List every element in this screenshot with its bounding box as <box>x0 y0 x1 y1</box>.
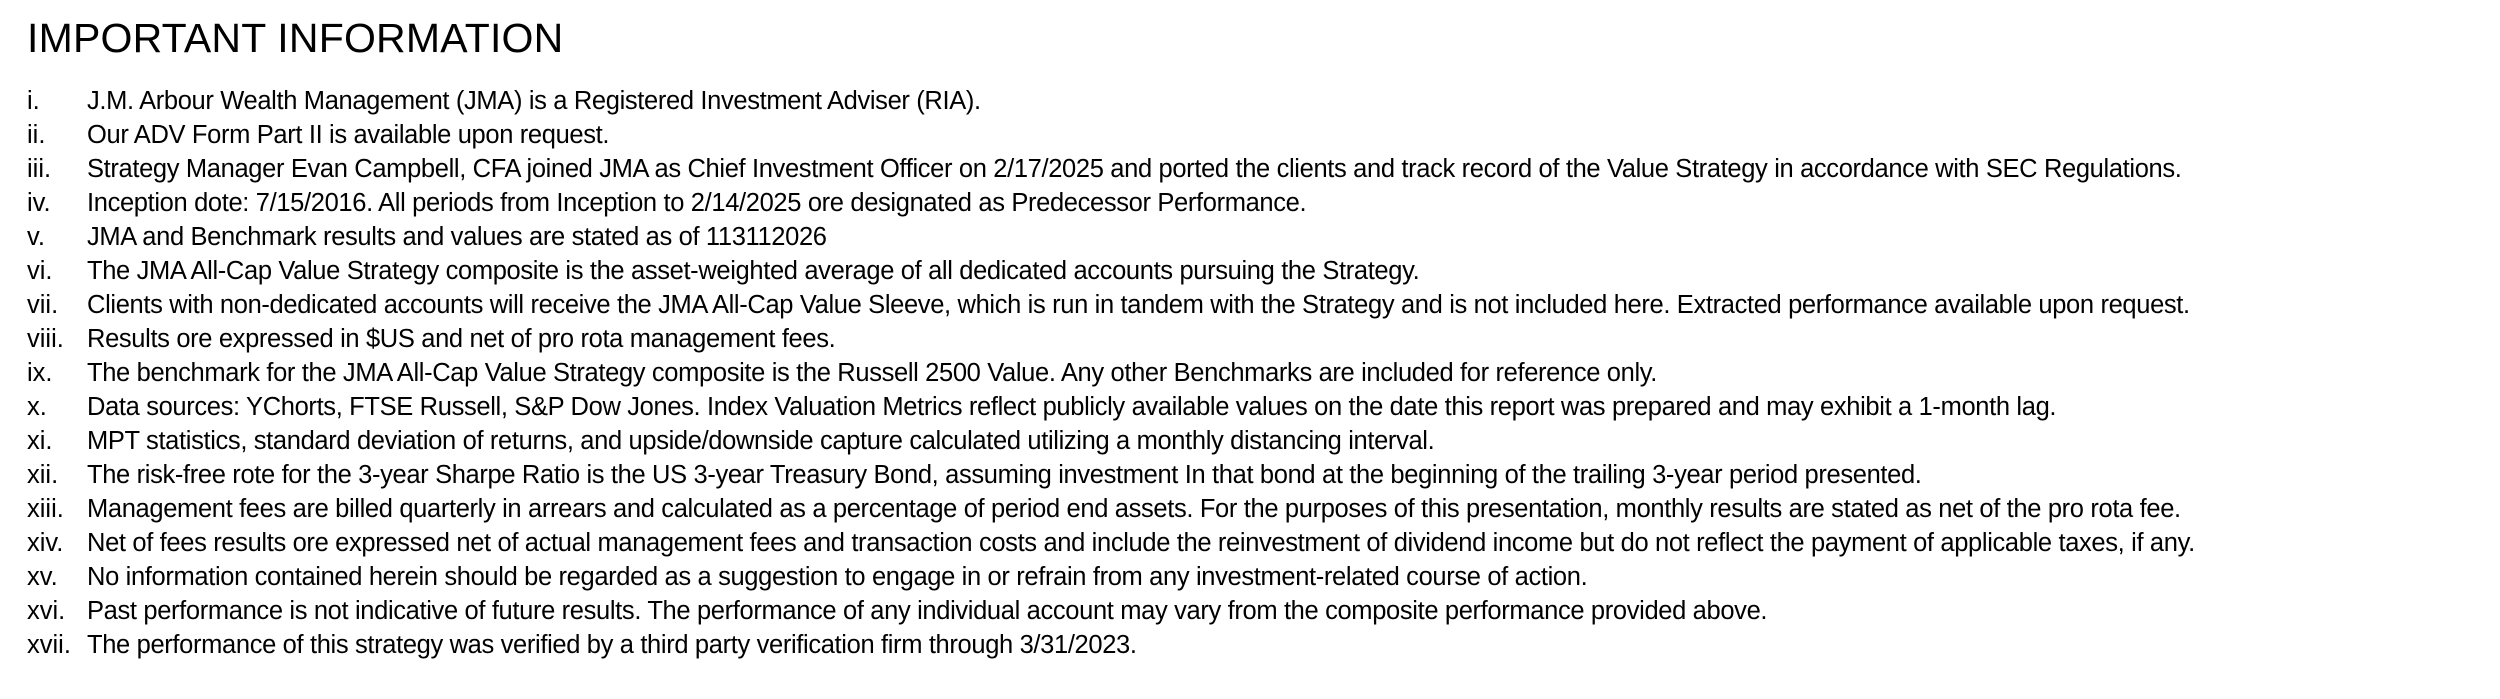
item-text: Past performance is not indicative of future results. The performance of any individual account may vary from the composite performance provided above. <box>87 597 1768 625</box>
item-numeral: xvi. <box>27 597 66 625</box>
disclosure-item <box>27 492 2487 526</box>
item-text: MPT statistics, standard deviation of returns, and upside/downside capture calculated utilizing a monthly distancing interval. <box>87 427 1435 455</box>
disclosure-item <box>27 594 2487 628</box>
disclosure-item <box>27 118 2487 152</box>
item-numeral: iv. <box>27 189 51 217</box>
item-text: Results ore expressed in $US and net of pro rota management fees. <box>87 325 836 353</box>
item-text: Inception dote: 7/15/2016. All periods from Inception to 2/14/2025 ore designated as Predecessor Performance. <box>87 189 1307 217</box>
disclosure-item <box>27 254 2487 288</box>
item-text: J.M. Arbour Wealth Management (JMA) is a Registered Investment Adviser (RIA). <box>87 87 981 115</box>
item-numeral: ix. <box>27 359 53 387</box>
item-numeral: vi. <box>27 257 53 285</box>
item-numeral: viii. <box>27 325 64 353</box>
item-numeral: v. <box>27 223 45 251</box>
item-text: Strategy Manager Evan Campbell, CFA joined JMA as Chief Investment Officer on 2/17/2025 and ported the clients and track record of the Value Strategy in accordance with SEC Regulations. <box>87 155 2182 183</box>
disclosure-item <box>27 220 2487 254</box>
item-numeral: xii. <box>27 461 59 489</box>
disclosure-item <box>27 288 2487 322</box>
disclosure-item <box>27 322 2487 356</box>
item-text: The JMA All-Cap Value Strategy composite is the asset-weighted average of all dedicated accounts pursuing the Strategy. <box>87 257 1420 285</box>
item-text: The performance of this strategy was verified by a third party verification firm through 3/31/2023. <box>87 631 1137 659</box>
item-text: Data sources: YChorts, FTSE Russell, S&P Dow Jones. Index Valuation Metrics reflect publicly available values on the date this report was prepared and may exhibit a 1-month lag. <box>87 393 2057 421</box>
item-text: Our ADV Form Part II is available upon request. <box>87 121 610 149</box>
item-text: The benchmark for the JMA All-Cap Value Strategy composite is the Russell 2500 Value. Any other Benchmarks are included for reference only. <box>87 359 1658 387</box>
item-text: Clients with non-dedicated accounts will receive the JMA All-Cap Value Sleeve, which is run in tandem with the Strategy and is not included here. Extracted performance available upon request. <box>87 291 2190 319</box>
page-title: IMPORTANT INFORMATION <box>27 15 564 61</box>
disclosure-item <box>27 356 2487 390</box>
disclosure-item <box>27 526 2487 560</box>
item-numeral: xvii. <box>27 631 71 659</box>
item-numeral: iii. <box>27 155 52 183</box>
disclosure-list <box>27 84 2487 662</box>
item-numeral: xi. <box>27 427 53 455</box>
disclosure-item <box>27 458 2487 492</box>
item-text: JMA and Benchmark results and values are stated as of 113112026 <box>87 223 827 251</box>
disclosure-item <box>27 390 2487 424</box>
item-numeral: xv. <box>27 563 58 591</box>
disclosure-item <box>27 628 2487 662</box>
item-numeral: xiv. <box>27 529 64 557</box>
disclosure-item <box>27 424 2487 458</box>
item-numeral: x. <box>27 393 47 421</box>
disclosure-item <box>27 84 2487 118</box>
item-numeral: xiii. <box>27 495 64 523</box>
item-numeral: ii. <box>27 121 46 149</box>
item-text: Net of fees results ore expressed net of actual management fees and transaction costs and include the reinvestment of dividend income but do not reflect the payment of applicable taxes, if any. <box>87 529 2195 557</box>
item-text: No information contained herein should be regarded as a suggestion to engage in or refrain from any investment-related course of action. <box>87 563 1588 591</box>
item-text: Management fees are billed quarterly in arrears and calculated as a percentage of period end assets. For the purposes of this presentation, monthly results are stated as net of the pro rota fee. <box>87 495 2181 523</box>
item-numeral: i. <box>27 87 40 115</box>
item-numeral: vii. <box>27 291 59 319</box>
disclosure-item <box>27 152 2487 186</box>
disclosure-item <box>27 560 2487 594</box>
disclosure-item <box>27 186 2487 220</box>
item-text: The risk-free rote for the 3-year Sharpe Ratio is the US 3-year Treasury Bond, assuming investment In that bond at the beginning of the trailing 3-year period presented. <box>87 461 1922 489</box>
